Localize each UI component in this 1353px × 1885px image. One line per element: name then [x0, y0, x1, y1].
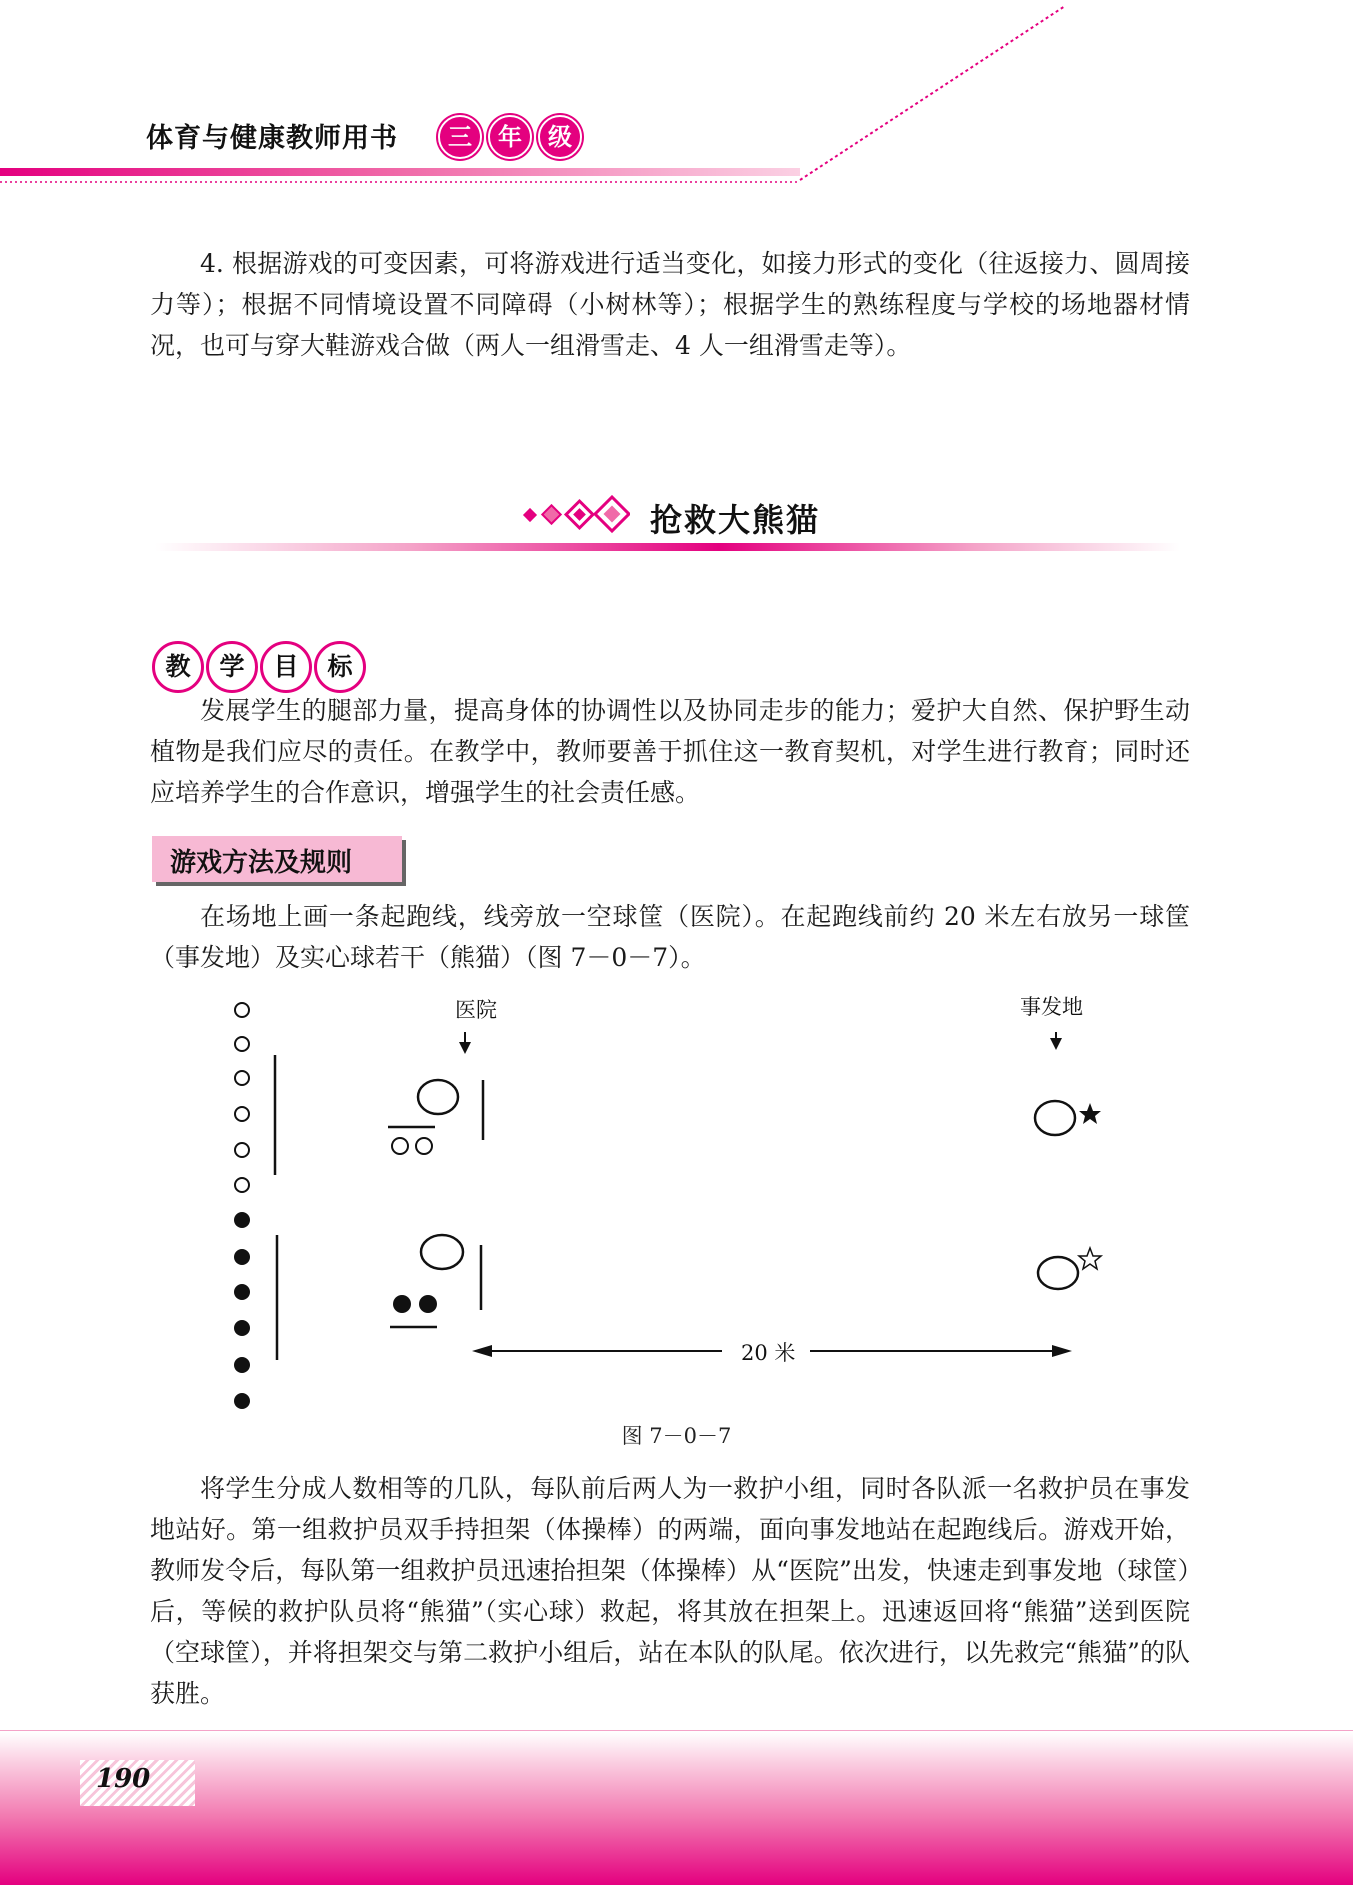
objectives-char: 标 — [314, 641, 366, 693]
objectives-block — [150, 690, 1190, 813]
team-b-players — [234, 1212, 250, 1409]
objectives-char: 教 — [152, 641, 204, 693]
scene-arrow-icon — [1050, 1038, 1062, 1050]
distance-label: 20 米 — [741, 1341, 796, 1365]
scene-label: 事发地 — [1020, 995, 1083, 1019]
team-a-players — [235, 1003, 249, 1192]
header-bar — [0, 168, 800, 176]
section-title: 抢救大熊猫 — [650, 501, 821, 539]
objectives-char: 目 — [260, 641, 312, 693]
rules-body-block — [150, 1468, 1190, 1714]
hollow-star-icon — [1079, 1248, 1101, 1269]
grade-badge — [438, 115, 588, 159]
objectives-text: 发展学生的腿部力量，提高身体的协调性以及协同走步的能力；爱护大自然、保护野生动植物是我们应尽的责任。在教学中，教师要善于抓住这一教育契机，对学生进行教育；同时还应培养学生的合作意识，增强学生的社会责任感。 — [150, 696, 1190, 807]
diamond-ornament-icon — [520, 495, 630, 535]
rules-intro: 在场地上画一条起跑线，线旁放一空球筐（医院）。在起跑线前约 20 米左右放另一球筐（事发地）及实心球若干（熊猫）（图 7－0－7）。 — [150, 902, 1190, 972]
grade-char: 年 — [488, 115, 532, 159]
grade-char: 级 — [538, 115, 582, 159]
objectives-badge — [152, 641, 368, 693]
footer-band — [0, 1732, 1353, 1885]
rules-intro-block — [150, 896, 1190, 978]
header-decoration-lines — [0, 0, 1353, 190]
top-paragraph-block — [150, 243, 1190, 366]
objectives-char: 学 — [206, 641, 258, 693]
rules-label: 游戏方法及规则 — [170, 848, 353, 878]
scene-basket-a — [1035, 1101, 1075, 1135]
footer-line — [0, 1730, 1353, 1731]
book-title: 体育与健康教师用书 — [146, 123, 398, 154]
filled-star-icon — [1079, 1103, 1101, 1124]
figure-caption: 图 7－0－7 — [621, 1424, 732, 1448]
grade-char: 三 — [438, 115, 482, 159]
hospital-basket-a — [418, 1080, 458, 1114]
hospital-basket-b — [421, 1235, 463, 1269]
scene-basket-b — [1038, 1257, 1078, 1289]
section-divider — [155, 543, 1180, 551]
field-diagram — [0, 990, 1353, 1410]
top-paragraph: 4. 根据游戏的可变因素，可将游戏进行适当变化，如接力形式的变化（往返接力、圆周接力等）；根据不同情境设置不同障碍（小树林等）；根据学生的熟练程度与学校的场地器材情况，也可与穿大鞋游戏合做（两人一组滑雪走、4 人一组滑雪走等）。 — [150, 249, 1190, 360]
rules-body: 将学生分成人数相等的几队，每队前后两人为一救护小组，同时各队派一名救护员在事发地站好。第一组救护员双手持担架（体操棒）的两端，面向事发地站在起跑线后。游戏开始，教师发令后，每队第一组救护员迅速抬担架（体操棒）从“医院”出发，快速走到事发地（球筐）后，等候的救护队员将“熊猫”（实心球）救起，将其放在担架上。迅速返回将“熊猫”送到医院（空球筐），并将担架交与第二救护小组后，站在本队的队尾。依次进行，以先救完“熊猫”的队获胜。 — [150, 1474, 1190, 1708]
hospital-label: 医院 — [455, 998, 497, 1022]
page-number: 190 — [96, 1764, 151, 1794]
hospital-arrow-icon — [459, 1042, 471, 1054]
